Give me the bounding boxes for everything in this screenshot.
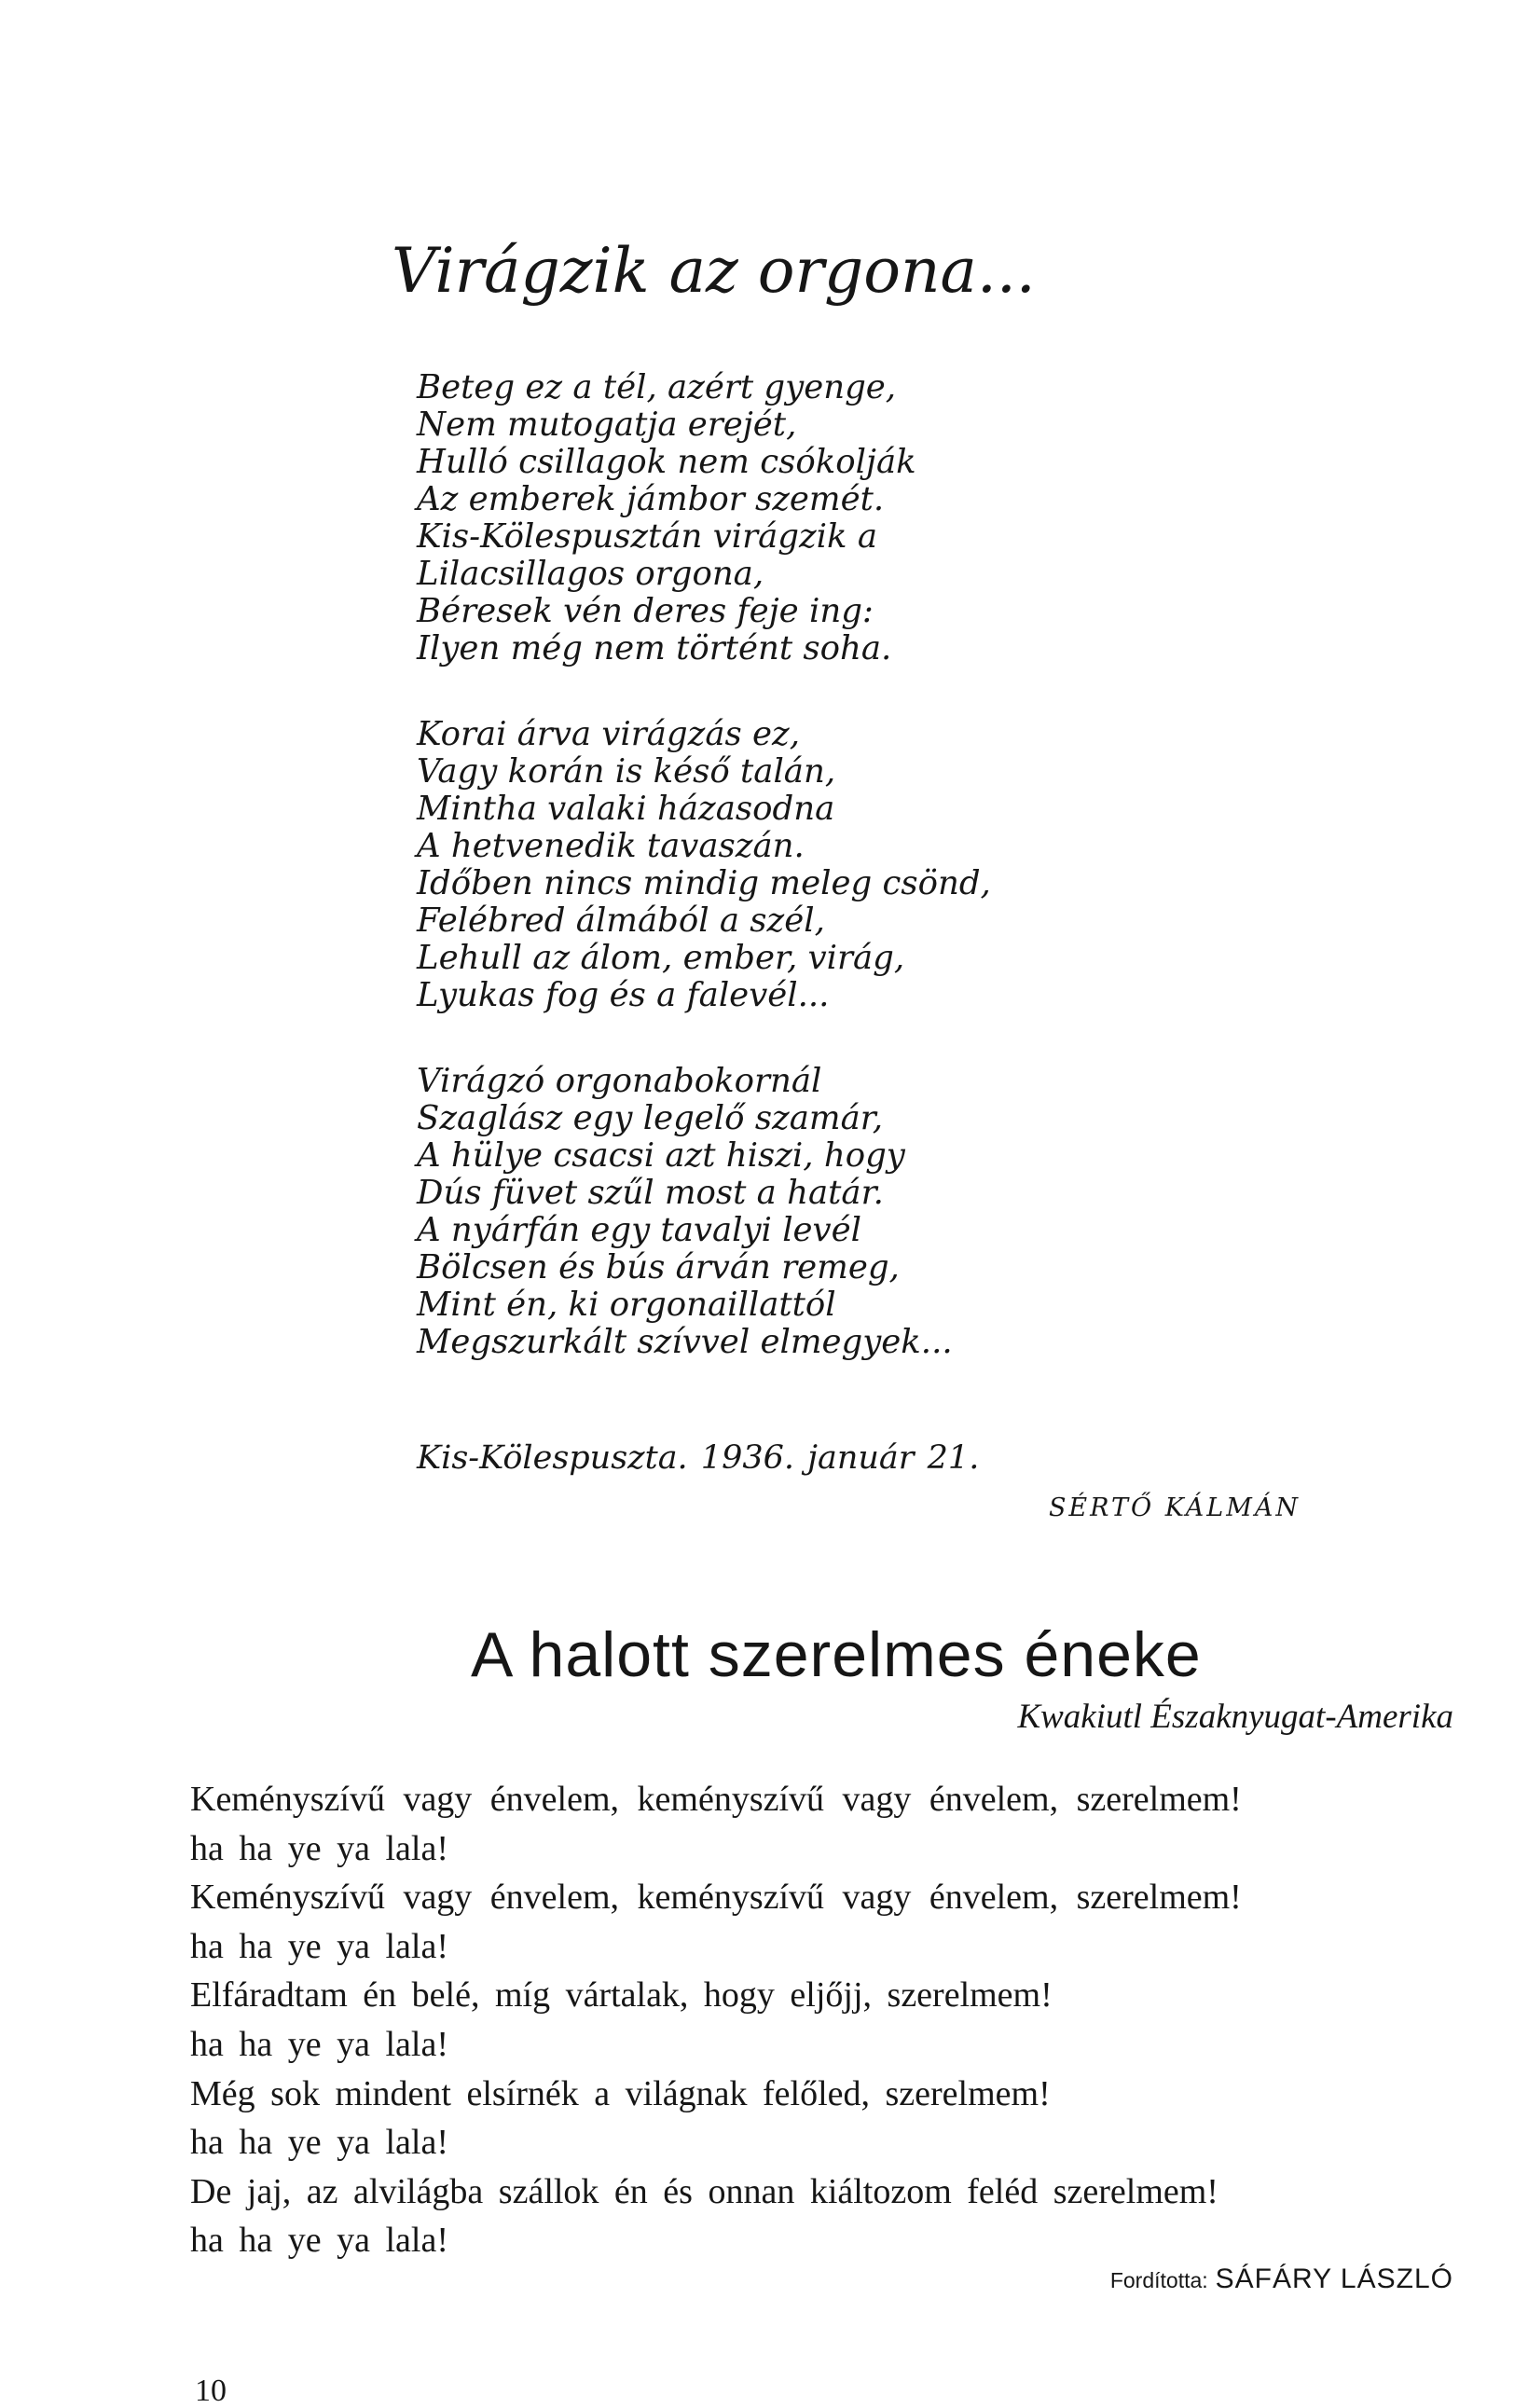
poem-line: Beteg ez a tél, azért gyenge, bbox=[417, 368, 897, 406]
poem-line: Virágzó orgonabokornál bbox=[417, 1062, 822, 1100]
refrain-line: ha ha ye ya lala! bbox=[190, 2221, 448, 2261]
poem-line: Lilacsillagos orgona, bbox=[417, 555, 764, 593]
second-poem-body bbox=[190, 1775, 1453, 2265]
poem-line: De jaj, az alvilágba szállok én és onnan kiáltozom feléd szerelmem! bbox=[190, 2171, 1218, 2211]
poem-line: Szaglász egy legelő szamár, bbox=[417, 1099, 884, 1137]
refrain-line: ha ha ye ya lala! bbox=[190, 2123, 448, 2163]
poem-line: Béresek vén deres feje ing: bbox=[417, 592, 874, 630]
stanza bbox=[417, 369, 991, 667]
refrain-line: ha ha ye ya lala! bbox=[190, 1828, 448, 1868]
second-poem-subtitle: Kwakiutl Északnyugat-Amerika bbox=[1017, 1698, 1453, 1736]
poem-body bbox=[417, 369, 991, 1361]
poem-line: Nem mutogatja erejét, bbox=[417, 406, 797, 444]
refrain-line: ha ha ye ya lala! bbox=[190, 2024, 448, 2064]
stanza bbox=[417, 716, 991, 1014]
poem-line: Vagy korán is késő talán, bbox=[417, 752, 836, 791]
refrain-line: ha ha ye ya lala! bbox=[190, 1926, 448, 1966]
poem-line: A hülye csacsi azt hiszi, hogy bbox=[417, 1136, 905, 1175]
poem-author: SÉRTŐ KÁLMÁN bbox=[1048, 1493, 1301, 1522]
place-date: Kis-Kölespuszta. 1936. január 21. bbox=[417, 1439, 980, 1477]
poem-line: A hetvenedik tavaszán. bbox=[417, 827, 805, 865]
poem-line: Mint én, ki orgonaillattól bbox=[417, 1286, 836, 1324]
poem-line: Hulló csillagok nem csókolják bbox=[417, 443, 916, 481]
poem-line: Korai árva virágzás ez, bbox=[417, 715, 800, 753]
poem-line: Elfáradtam én belé, míg vártalak, hogy eljőjj, szerelmem! bbox=[190, 1975, 1053, 2016]
second-poem-title: A halott szerelmes éneke bbox=[471, 1619, 1202, 1690]
poem-line: Kis-Kölespusztán virágzik a bbox=[417, 517, 877, 556]
poem-title: Virágzik az orgona... bbox=[392, 235, 1036, 307]
page-number: 10 bbox=[195, 2374, 227, 2408]
poem-line: Dús füvet szűl most a határ. bbox=[417, 1174, 884, 1212]
poem-line: A nyárfán egy tavalyi levél bbox=[417, 1211, 861, 1249]
poem-line: Lyukas fog és a falevél... bbox=[417, 976, 830, 1014]
translator-name: SÁFÁRY LÁSZLÓ bbox=[1215, 2264, 1453, 2294]
poem-line: Időben nincs mindig meleg csönd, bbox=[417, 864, 991, 902]
poem-line: Lehull az álom, ember, virág, bbox=[417, 939, 905, 977]
stanza bbox=[417, 1063, 991, 1361]
poem-line: Keményszívű vagy énvelem, keményszívű vagy énvelem, szerelmem! bbox=[190, 1878, 1242, 1918]
poem-line: Felébred álmából a szél, bbox=[417, 901, 825, 940]
poem-line: Mintha valaki házasodna bbox=[417, 790, 835, 828]
poem-line: Keményszívű vagy énvelem, keményszívű vagy énvelem, szerelmem! bbox=[190, 1780, 1242, 1819]
poem-line: Még sok mindent elsírnék a világnak felőled, szerelmem! bbox=[190, 2073, 1051, 2113]
translator-label: Fordította: bbox=[1109, 2268, 1208, 2292]
translator-credit bbox=[1110, 2261, 1453, 2303]
poem-line: Ilyen még nem történt soha. bbox=[417, 629, 892, 667]
poem-line: Bölcsen és bús árván remeg, bbox=[417, 1248, 900, 1287]
poem-line: Az emberek jámbor szemét. bbox=[417, 480, 885, 518]
poem-line: Megszurkált szívvel elmegyek... bbox=[417, 1323, 953, 1361]
